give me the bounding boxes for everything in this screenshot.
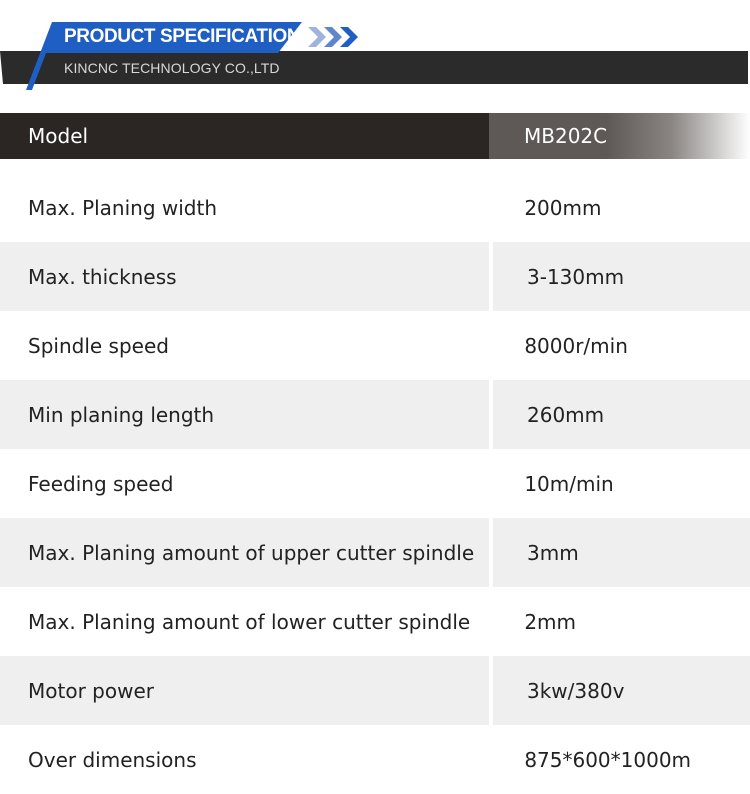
row-label: Min planing length [0,380,489,449]
banner-title: PRODUCT SPECIFICATION [64,26,301,47]
row-label: Spindle speed [28,333,169,358]
table-row [0,242,750,311]
row-label: Feeding speed [28,471,174,496]
table-row [0,725,750,794]
row-value: 260mm [493,380,750,449]
table-row [0,173,750,242]
company-name: KINCNC TECHNOLOGY CO.,LTD [64,60,280,76]
triple-chevron-right-icon [308,26,368,48]
header-value: MB202C [489,113,750,159]
row-value: 3kw/380v [493,656,750,725]
spec-table [0,113,750,794]
spec-banner [0,0,750,100]
row-value: 875*600*1000m [524,747,692,772]
table-row [0,380,750,449]
header-label: Model [0,113,489,159]
table-row [0,449,750,518]
table-row [0,656,750,725]
row-value: 2mm [524,609,577,634]
table-row [0,311,750,380]
row-label: Max. thickness [0,242,489,311]
table-header-row [0,113,750,159]
row-label: Max. Planing amount of upper cutter spindle [0,518,489,587]
table-row [0,518,750,587]
row-value: 3mm [493,518,750,587]
row-label: Max. Planing amount of lower cutter spindle [28,609,471,634]
row-label: Over dimensions [28,747,197,772]
row-label: Motor power [0,656,489,725]
row-value: 200mm [524,195,602,220]
row-value: 8000r/min [524,333,628,358]
table-row [0,587,750,656]
row-label: Max. Planing width [28,195,218,220]
row-value: 3-130mm [493,242,750,311]
row-value: 10m/min [524,471,614,496]
